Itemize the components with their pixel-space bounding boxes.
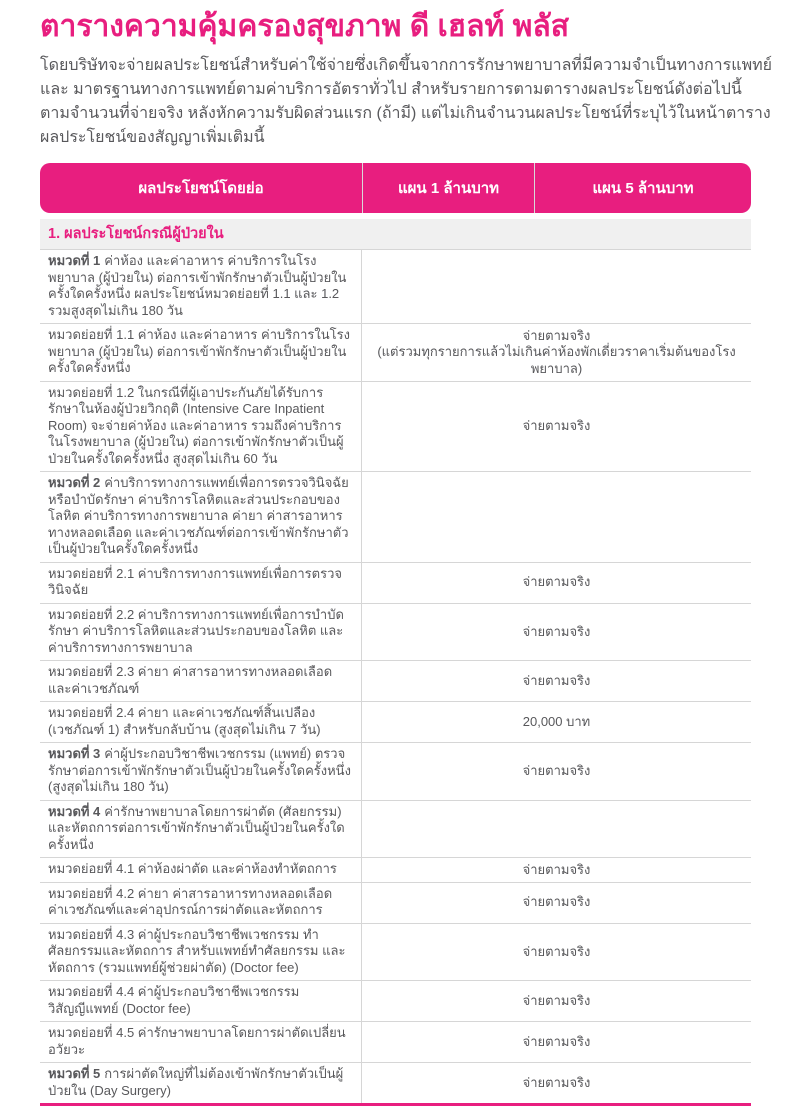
row-value: จ่ายตามจริง bbox=[522, 1074, 591, 1090]
table-row bbox=[40, 801, 751, 859]
row-text: ค่ารักษาพยาบาลโดยการผ่าตัด (ศัลยกรรม) และหัตถการต่อการเข้าพักรักษาตัวเป็นผู้ป่วยในครั้งใดครั้งหนึ่ง bbox=[48, 803, 345, 852]
table-header bbox=[40, 163, 751, 213]
row-value-cell bbox=[362, 981, 751, 1021]
row-value: จ่ายตามจริง bbox=[522, 861, 591, 877]
row-description bbox=[40, 883, 362, 923]
row-description bbox=[40, 1063, 362, 1103]
row-description bbox=[40, 382, 362, 472]
row-value-cell bbox=[362, 382, 751, 472]
row-value-cell bbox=[362, 858, 751, 882]
row-text: หมวดย่อยที่ 4.4 ค่าผู้ประกอบวิชาชีพเวชกรรม วิสัญญีแพทย์ (Doctor fee) bbox=[48, 984, 300, 1016]
row-description bbox=[40, 661, 362, 701]
row-description bbox=[40, 858, 362, 882]
table-row bbox=[40, 1022, 751, 1063]
row-value-cell bbox=[362, 324, 751, 381]
row-value-cell bbox=[362, 563, 751, 603]
row-description bbox=[40, 924, 362, 981]
row-text: หมวดย่อยที่ 4.5 ค่ารักษาพยาบาลโดยการผ่าตัดเปลี่ยนอวัยวะ bbox=[48, 1025, 346, 1057]
header-plan5-column: แผน 5 ล้านบาท bbox=[592, 180, 694, 197]
row-description bbox=[40, 801, 362, 858]
table-row bbox=[40, 661, 751, 702]
table-row bbox=[40, 743, 751, 801]
row-text: หมวดย่อยที่ 2.1 ค่าบริการทางการแพทย์เพื่อการตรวจวินิจฉัย bbox=[48, 565, 342, 597]
benefits-table bbox=[40, 163, 751, 1106]
row-value: จ่ายตามจริง bbox=[522, 943, 591, 959]
row-text: หมวดย่อยที่ 1.1 ค่าห้อง และค่าอาหาร ค่าบริการในโรงพยาบาล (ผู้ป่วยใน) ต่อการเข้าพักรักษาตัวเป็นผู้ป่วยในครั้งใดครั้งหนึ่ง bbox=[48, 327, 350, 375]
table-body bbox=[40, 250, 751, 1106]
table-row bbox=[40, 563, 751, 604]
row-description bbox=[40, 324, 362, 381]
row-text: หมวดย่อยที่ 2.4 ค่ายา และค่าเวชภัณฑ์สิ้นเปลือง (เวชภัณฑ์ 1) สำหรับกลับบ้าน (สูงสุดไม่เกิน 7 วัน) bbox=[48, 705, 321, 737]
header-plan1-column: แผน 1 ล้านบาท bbox=[363, 163, 535, 213]
section-header-inpatient: 1. ผลประโยชน์กรณีผู้ป่วยใน bbox=[40, 219, 751, 250]
row-description bbox=[40, 743, 362, 800]
header-benefit-column: ผลประโยชน์โดยย่อ bbox=[40, 163, 363, 213]
table-row bbox=[40, 604, 751, 662]
row-value: จ่ายตามจริง bbox=[522, 763, 591, 778]
row-value-cell bbox=[362, 604, 751, 661]
row-text: ค่าห้อง และค่าอาหาร ค่าบริการในโรงพยาบาล (ผู้ป่วยใน) ต่อการเข้าพักรักษาตัวเป็นผู้ป่วยในครั้งใดครั้งหนึ่ง ผลประโยชน์หมวดย่อยที่ 1.1 และ 1.2 รวมสูงสุดไม่เกิน 180 วัน bbox=[48, 253, 347, 318]
row-prefix: หมวดที่ 4 bbox=[48, 803, 101, 819]
row-value-cell bbox=[362, 883, 751, 923]
row-value: 20,000 บาท bbox=[522, 713, 591, 729]
row-value-cell bbox=[362, 250, 751, 323]
row-value-cell bbox=[362, 743, 751, 800]
row-prefix: หมวดที่ 5 bbox=[48, 1066, 101, 1081]
row-text: ค่าบริการทางการแพทย์เพื่อการตรวจวินิจฉัยหรือบำบัดรักษา ค่าบริการโลหิตและส่วนประกอบของโลหิต ค่าบริการทางการพยาบาล ค่ายา ค่าสารอาหารทางหลอดเลือด และค่าเวชภัณฑ์ต่อการเข้าพักรักษาตัวเป็นผู้ป่วยในครั้งใดครั้งหนึ่ง bbox=[48, 475, 349, 556]
row-prefix: หมวดที่ 1 bbox=[48, 253, 101, 268]
row-value-note: (แต่รวมทุกรายการแล้วไม่เกินค่าห้องพักเดี่ยวราคาเริ่มต้นของโรงพยาบาล) bbox=[377, 344, 736, 376]
row-value-cell bbox=[362, 702, 751, 742]
intro-line: โดยบริษัทจะจ่ายผลประโยชน์สำหรับค่าใช้จ่ายซึ่งเกิดขึ้นจากการรักษาพยาบาลที่มีความจำเป็นทางการแพทย์ bbox=[40, 57, 773, 74]
row-description bbox=[40, 563, 362, 603]
row-prefix: หมวดที่ 2 bbox=[48, 475, 101, 490]
row-text: หมวดย่อยที่ 2.2 ค่าบริการทางการแพทย์เพื่อการบำบัดรักษา ค่าบริการโลหิตและส่วนประกอบของโลหิต และค่าบริการทางการพยาบาล bbox=[48, 606, 344, 655]
row-description bbox=[40, 981, 362, 1021]
table-row bbox=[40, 981, 751, 1022]
row-text: หมวดย่อยที่ 4.3 ค่าผู้ประกอบวิชาชีพเวชกรรม ทำศัลยกรรมและหัตถการ สำหรับแพทย์ทำศัลยกรรม และหัตถการ (รวมแพทย์ผู้ช่วยผ่าตัด) (Doctor fee) bbox=[48, 926, 346, 975]
row-value: จ่ายตามจริง bbox=[522, 672, 591, 688]
row-prefix: หมวดที่ 3 bbox=[48, 746, 101, 761]
row-value-cell bbox=[362, 1022, 751, 1062]
table-row bbox=[40, 858, 751, 883]
table-row bbox=[40, 883, 751, 924]
table-row bbox=[40, 924, 751, 982]
row-value: จ่ายตามจริง bbox=[522, 623, 591, 639]
row-description bbox=[40, 250, 362, 323]
intro-line: ผลประโยชน์ของสัญญาเพิ่มเติมนี้ bbox=[40, 129, 265, 146]
row-text: หมวดย่อยที่ 1.2 ในกรณีที่ผู้เอาประกันภัยได้รับการรักษาในห้องผู้ป่วยวิกฤติ (Intensive Care Inpatient Room) จะจ่ายค่าห้อง และค่าอาหาร รวมถึงค่าบริการในโรงพยาบาล (ผู้ป่วยใน) ต่อการเข้าพักรักษาตัวเป็นผู้ป่วยในครั้งใดครั้งหนึ่ง สูงสุดไม่เกิน 60 วัน bbox=[48, 384, 344, 466]
intro-line: และ มาตรฐานทางการแพทย์ตามค่าบริการอัตราทั่วไป สำหรับรายการตามตารางผลประโยชน์ดังต่อไปนี้ bbox=[40, 81, 742, 98]
table-row bbox=[40, 472, 751, 563]
row-description bbox=[40, 702, 362, 742]
row-text: หมวดย่อยที่ 2.3 ค่ายา ค่าสารอาหารทางหลอดเลือด และค่าเวชภัณฑ์ bbox=[48, 664, 333, 696]
row-description bbox=[40, 472, 362, 562]
row-value: จ่ายตามจริง bbox=[522, 992, 591, 1008]
intro-paragraph bbox=[40, 54, 773, 150]
row-value-cell bbox=[362, 1063, 751, 1103]
table-row bbox=[40, 702, 751, 743]
row-description bbox=[40, 1022, 362, 1062]
row-text: หมวดย่อยที่ 4.2 ค่ายา ค่าสารอาหารทางหลอดเลือด ค่าเวชภัณฑ์และค่าอุปกรณ์การผ่าตัดและหัตถการ bbox=[48, 885, 333, 917]
row-description bbox=[40, 604, 362, 661]
table-row bbox=[40, 1063, 751, 1103]
page-title: ตารางความคุ้มครองสุขภาพ ดี เฮลท์ พลัส bbox=[40, 10, 570, 43]
row-text: หมวดย่อยที่ 4.1 ค่าห้องผ่าตัด และค่าห้องทำหัตถการ bbox=[48, 861, 337, 876]
row-text: ค่าผู้ประกอบวิชาชีพเวชกรรม (แพทย์) ตรวจรักษาต่อการเข้าพักรักษาตัวเป็นผู้ป่วยในครั้งใดครั้งหนึ่ง (สูงสุดไม่เกิน 180 วัน) bbox=[48, 746, 351, 794]
row-value-cell bbox=[362, 801, 751, 858]
table-row bbox=[40, 324, 751, 382]
table-row bbox=[40, 250, 751, 324]
row-value: จ่ายตามจริง bbox=[522, 574, 591, 590]
intro-line: ตามจำนวนที่จ่ายจริง หลังหักความรับผิดส่วนแรก (ถ้ามี) แต่ไม่เกินจำนวนผลประโยชน์ที่ระบุไว้ในหน้าตาราง bbox=[40, 105, 771, 122]
row-value: จ่ายตามจริง bbox=[522, 418, 591, 433]
row-value: จ่ายตามจริง bbox=[522, 894, 591, 910]
row-value-cell bbox=[362, 661, 751, 701]
table-row bbox=[40, 382, 751, 473]
row-value: จ่ายตามจริง bbox=[522, 327, 591, 343]
row-text: การผ่าตัดใหญ่ที่ไม่ต้องเข้าพักรักษาตัวเป็นผู้ป่วยใน (Day Surgery) bbox=[48, 1066, 344, 1098]
row-value-cell bbox=[362, 924, 751, 981]
document-page bbox=[0, 8, 793, 1098]
row-value-cell bbox=[362, 472, 751, 562]
row-value: จ่ายตามจริง bbox=[522, 1033, 591, 1049]
